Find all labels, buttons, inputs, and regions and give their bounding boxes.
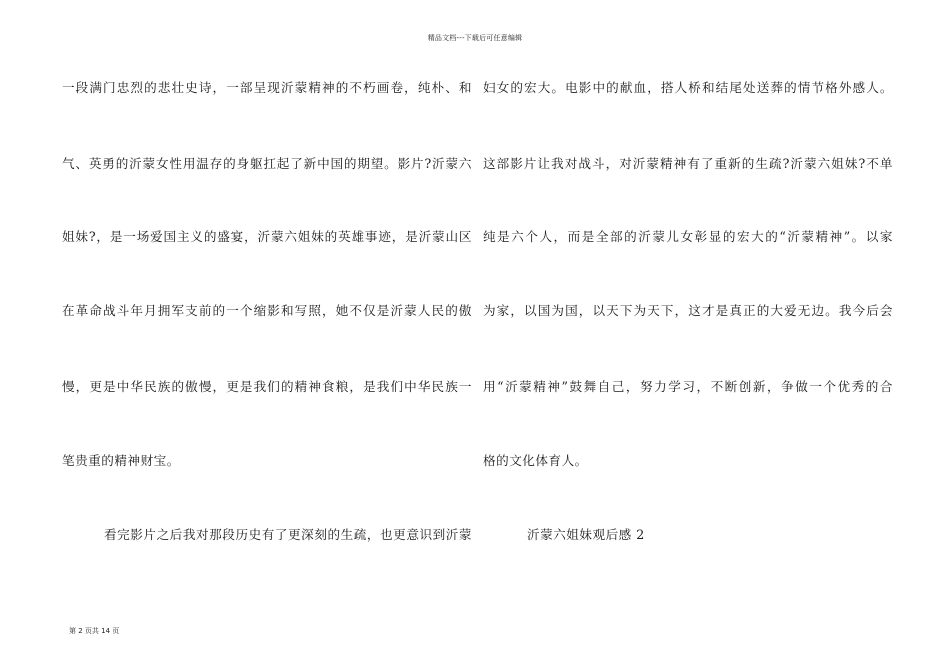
paragraph-line: 格的文化体育人。 xyxy=(483,453,588,468)
paragraph-line: 纯是六个人，而是全部的沂蒙儿女彰显的宏大的“沂蒙精神”。以家 xyxy=(483,229,893,244)
paragraph-line: 为家，以国为国，以天下为天下，这才是真正的大爱无边。我今后会 xyxy=(483,303,893,318)
paragraph-line: 气、英勇的沂蒙女性用温存的身躯扛起了新中国的期望。影片?沂蒙六 xyxy=(62,156,472,171)
paragraph-line: 在革命战斗年月拥军支前的一个缩影和写照，她不仅是沂蒙人民的傲 xyxy=(62,303,472,318)
page-number: 第 2 页共 14 页 xyxy=(69,627,120,635)
paragraph-line: 一段满门忠烈的悲壮史诗，一部呈现沂蒙精神的不朽画卷，纯朴、和 xyxy=(62,80,472,95)
paragraph-line: 姐妹?，是一场爱国主义的盛宴，沂蒙六姐妹的英雄事迹，是沂蒙山区 xyxy=(62,229,472,244)
paragraph-line: 妇女的宏大。电影中的献血，搭人桥和结尾处送葬的情节格外感人。 xyxy=(483,80,893,95)
page-header: 精品文档---下载后可任意编辑 xyxy=(427,34,523,42)
paragraph-line: 这部影片让我对战斗，对沂蒙精神有了重新的生疏?沂蒙六姐妹?不单 xyxy=(483,156,893,171)
paragraph-line: 看完影片之后我对那段历史有了更深刻的生疏，也更意识到沂蒙 xyxy=(104,527,472,542)
paragraph-line: 慢，更是中华民族的傲慢，更是我们的精神食粮，是我们中华民族一 xyxy=(62,379,472,394)
paragraph-line: 笔贵重的精神财宝。 xyxy=(62,453,180,468)
paragraph-line: 用“沂蒙精神”鼓舞自己，努力学习，不断创新，争做一个优秀的合 xyxy=(483,379,893,394)
section-title: 沂蒙六姐妹观后感 2 xyxy=(527,527,645,542)
